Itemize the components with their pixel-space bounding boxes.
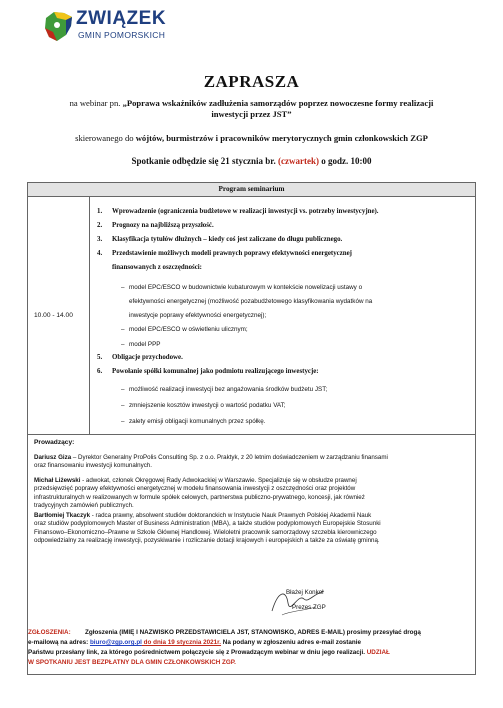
footer-line4: W SPOTKANIU JEST BEZPŁATNY DLA GMIN CZŁONKOWSKICH ZGP. [28,659,236,666]
speaker-name: Michał Liżewski [34,477,81,484]
program-table [27,182,476,675]
sub-item [121,415,449,429]
row-divider [28,434,475,435]
sub-item-text: możliwość realizacji inwestycji bez angażowania środków budżetu JST; [129,386,328,393]
footer-line2 [28,638,476,647]
footer-text: Na podany w zgłoszeniu adres e-mail zostanie [221,639,361,646]
bullet-icon: – [121,284,125,291]
footer-text: e-mailową na adres: [28,639,90,646]
item-text: Obligacje przychodowe. [112,354,183,361]
speaker-2-line3: infrastrukturalnych w realizowanych w formule spółek celowych, partnerstwa publiczno-prywatnego, koncesji, jak również [34,493,365,501]
speaker-name: Dariusz Giza [34,454,72,461]
speaker-bio: - radca prawny, absolwent studiów doktoranckich w Instytucie Nauk Prawnych Polskiej Akademii Nauk [90,512,372,519]
audience-prefix: skierowanego do [75,133,136,143]
speaker-name: Bartłomiej Tkaczyk [34,512,91,519]
bullet-icon: – [121,341,125,348]
footer-line1-body: Zgłoszenia (IMIĘ I NAZWISKO PRZEDSTAWICIELA JST, STANOWISKO, ADRES E-MAIL) prosimy przesyłać drogą [85,629,421,636]
pomerania-map-icon [42,8,76,44]
bullet-icon: – [121,402,125,409]
speaker-3-line3: Finansowo–Ekonomiczno–Prawne w Szkole Głównej Handlowej. Wieloletni pracownik samorządowy szczebla kierowniczego [34,528,377,536]
speakers-heading: Prowadzący: [34,439,75,446]
webinar-title-part1: „Poprawa wskaźników zadłużenia samorządów poprzez nowoczesne formy realizacji [122,98,434,108]
audience-line [20,133,483,144]
bullet-icon: – [121,386,125,393]
item-text: Przedstawienie możliwych modeli prawnych poprawy efektywności energetycznej [112,250,352,257]
sub-item-continuation: efektywności energetycznej (możliwość pozabudżetowego klasyfikowania wydatków na [129,298,373,305]
meeting-line [20,156,483,167]
item-number: 2. [97,222,103,229]
speaker-1-line1 [34,454,471,462]
speaker-3-line2: oraz studiów podyplomowych Master of Business Administration (MBA), a także studiów podyplomowych Europejskie Stosunki [34,520,381,528]
sub-item-text: model EPC/ESCO w oświetleniu ulicznym; [129,326,248,333]
webinar-prefix: na webinar pn. [69,98,123,108]
speaker-1-line2: oraz finansowaniu inwestycji komunalnych. [34,462,152,470]
item-number: 4. [97,250,103,257]
time-range: 10.00 - 14.00 [34,312,73,319]
sub-item [121,383,449,397]
footer-text: Państwu przesłany link, za którego pośrednictwem połączycie się z Prowadzącym webinar w dniu jego realizacji. [28,649,367,656]
meeting-day: (czwartek) [277,156,319,166]
audience-text: wójtów, burmistrzów i pracowników merytorycznych gmin członkowskich ZGP [135,133,428,143]
speaker-2-line1 [34,477,471,485]
webinar-name-line2: inwestycji przez JST” [211,109,292,119]
handwritten-signature [268,581,328,621]
speaker-bio: - adwokat, członek Okręgowej Rady Adwokackiej w Warszawie. Specjalizuje się w obsłudze prawnej [80,477,357,484]
logo-subtitle: GMIN POMORSKICH [78,30,166,40]
time-column [28,196,90,434]
item-number: 6. [97,368,103,375]
meeting-date: Spotkanie odbędzie się 21 stycznia br. [131,156,278,166]
email-link[interactable]: biuro@zgp.org.pl [89,639,142,646]
footer-label: ZGŁOSZENIA: [28,629,71,636]
logo-title: ZWIĄZEK [76,8,167,29]
zgp-logo [42,8,182,48]
bullet-icon: – [121,418,125,425]
item-text: Wprowadzenie (ograniczenia budżetowe w realizacji inwestycji vs. potrzeby inwestycyjne). [112,208,379,215]
webinar-name-line1 [20,98,483,109]
program-header: Program seminarium [28,183,475,197]
item-text: finansowanych z oszczędności: [112,264,202,271]
sub-item [121,281,449,295]
deadline-text: do dnia 19 stycznia 2021r. [141,639,222,646]
speaker-3-line1 [34,512,471,520]
item-number: 5. [97,354,103,361]
item-text: Klasyfikacja tytułów dłużnych – kiedy coś jest zaliczane do długu publicznego. [112,236,343,243]
footer-line3 [28,648,476,657]
meeting-time: o godz. 10:00 [318,156,372,166]
sub-item-continuation: inwestycje poprawy efektywności energetycznej); [129,312,267,319]
free-notice: UDZIAŁ [366,649,390,656]
bullet-icon: – [121,326,125,333]
sub-item-text: zmniejszenie kosztów inwestycji o wartość podatku VAT; [129,402,286,409]
item-text: Powołanie spółki komunalnej jako podmiotu realizującego inwestycje: [112,368,319,375]
signatory-role: Prezes ZGP [292,604,326,611]
sub-item-text: model PPP [129,341,161,348]
sub-item-text: model EPC/ESCO w budownictwie kubaturowym w kontekście nowelizacji ustawy o [129,284,363,291]
sub-item [121,323,449,337]
speaker-3-line4: odpowiedzialny za realizację inwestycji, pozyskiwanie i rozliczanie dotacji krajowych i europejskich a także za oświatę gminną. [34,537,380,545]
item-number: 3. [97,236,103,243]
signatory-name: Błażej Konkol [286,589,324,596]
speaker-2-line2: przedsięwzięć poprawy efektywności energetycznej w modelu finansowania inwestycji z oszczędności oraz projektów [34,485,356,493]
sub-item-text: zalety emisji obligacji komunalnych przez spółkę. [129,418,266,425]
sub-item [121,338,449,352]
sub-item [121,399,449,413]
item-text: Prognozy na najbliższą przyszłość. [112,222,214,229]
speaker-bio: – Dyrektor Generalny ProPolis Consulting Sp. z o.o. Praktyk, z 20 letnim doświadczeniem w zarządzaniu finansami [71,454,388,461]
item-number: 1. [97,208,103,215]
page-title: ZAPRASZA [203,72,300,91]
speaker-2-line4: tradycyjnych zamówień publicznych. [34,502,134,510]
